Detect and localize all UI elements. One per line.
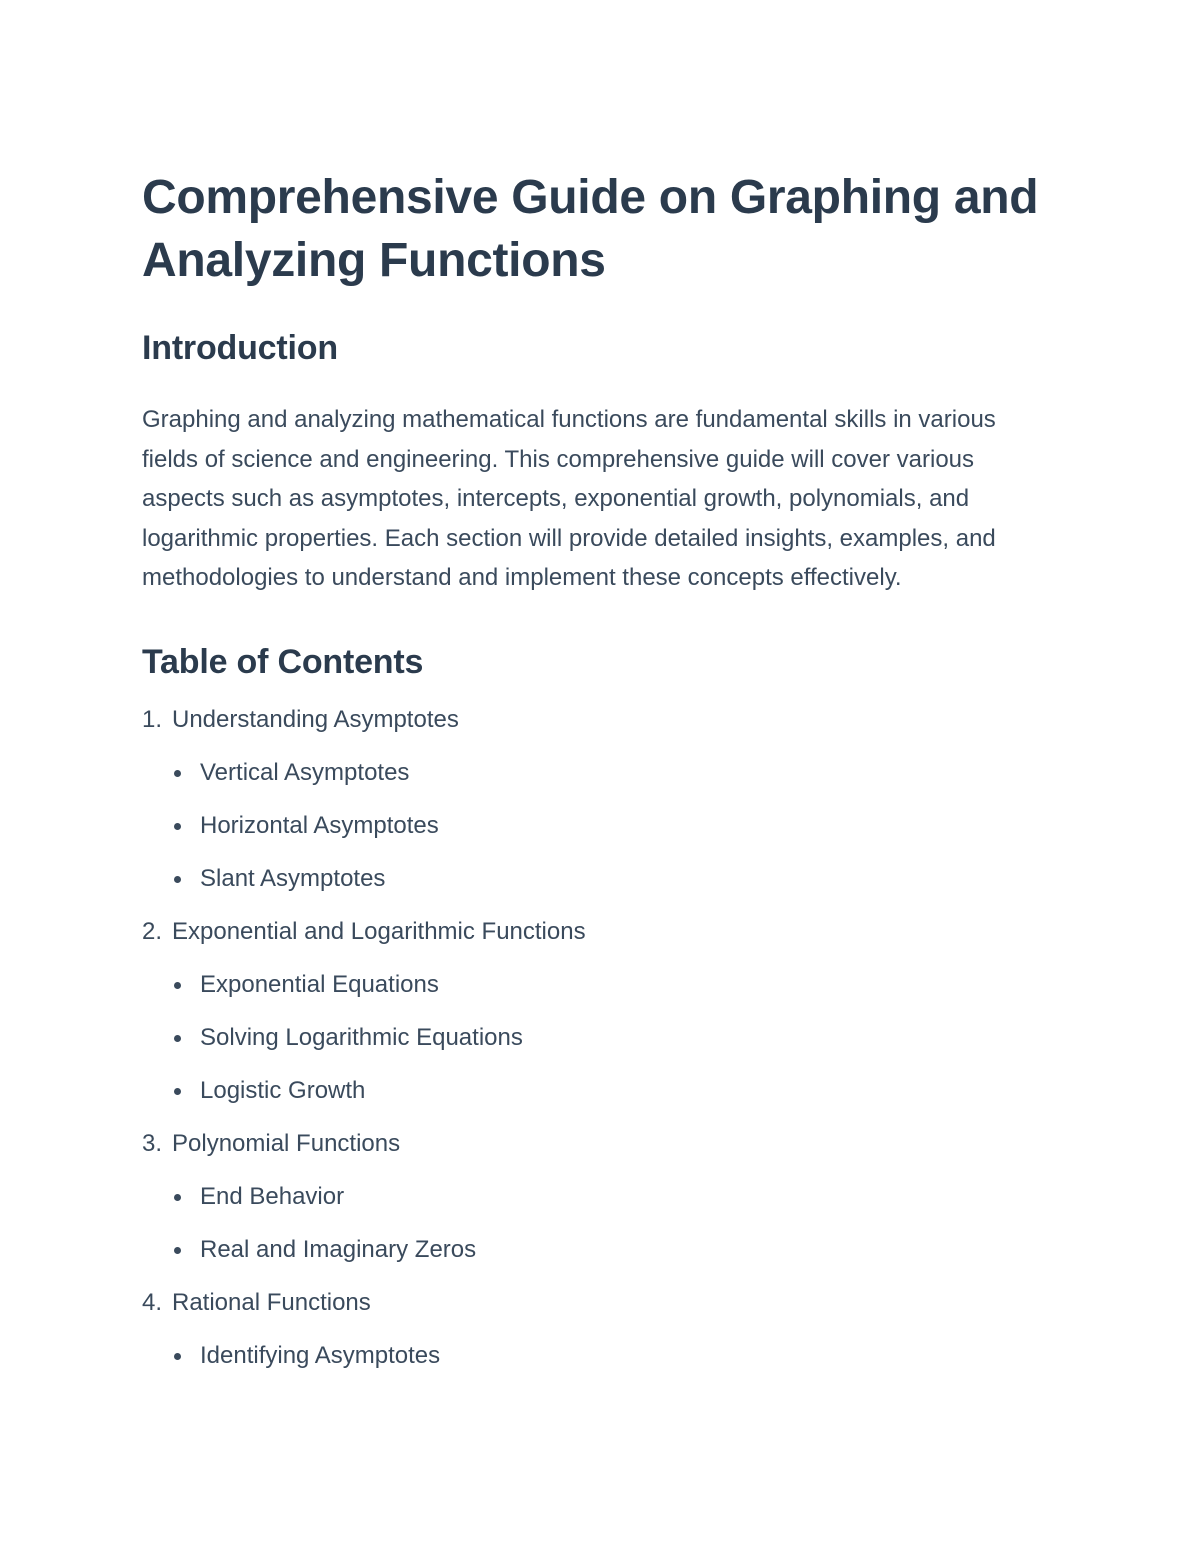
toc-subitem-label: Slant Asymptotes bbox=[200, 864, 386, 892]
bullet-icon bbox=[174, 823, 181, 830]
toc-subitem bbox=[172, 1075, 1058, 1107]
toc-sublist bbox=[142, 1340, 1058, 1372]
toc-item-label: Exponential and Logarithmic Functions bbox=[172, 917, 586, 945]
toc-item-number: 4. bbox=[142, 1288, 163, 1316]
table-of-contents-heading: Table of Contents bbox=[142, 642, 424, 681]
toc-subitem-label: Exponential Equations bbox=[200, 970, 439, 998]
toc-subitem-label: End Behavior bbox=[200, 1182, 345, 1210]
toc-item-label: Rational Functions bbox=[172, 1288, 371, 1316]
bullet-icon bbox=[174, 1194, 181, 1201]
toc-sublist bbox=[142, 757, 1058, 895]
toc-subitem-label: Real and Imaginary Zeros bbox=[200, 1235, 477, 1263]
bullet-icon bbox=[174, 876, 181, 883]
toc-subitem bbox=[172, 1181, 1058, 1213]
toc-subitem bbox=[172, 1022, 1058, 1054]
toc-item bbox=[142, 1128, 1058, 1266]
toc-item bbox=[142, 1287, 1058, 1372]
toc-subitem bbox=[172, 1234, 1058, 1266]
toc-item bbox=[142, 704, 1058, 895]
table-of-contents-list bbox=[142, 704, 1058, 1372]
toc-subitem-label: Solving Logarithmic Equations bbox=[200, 1023, 523, 1051]
bullet-icon bbox=[174, 1247, 181, 1254]
toc-subitem bbox=[172, 969, 1058, 1001]
toc-item-number: 3. bbox=[142, 1129, 163, 1157]
bullet-icon bbox=[174, 1353, 181, 1360]
toc-subitem bbox=[172, 810, 1058, 842]
toc-sublist bbox=[142, 969, 1058, 1107]
toc-subitem bbox=[172, 757, 1058, 789]
toc-sublist bbox=[142, 1181, 1058, 1266]
bullet-icon bbox=[174, 1035, 181, 1042]
document-title: Comprehensive Guide on Graphing and Analyzing Functions bbox=[142, 171, 1039, 287]
toc-item-number: 1. bbox=[142, 705, 163, 733]
toc-subitem-label: Vertical Asymptotes bbox=[200, 758, 410, 786]
toc-subitem-label: Logistic Growth bbox=[200, 1076, 366, 1104]
bullet-icon bbox=[174, 1088, 181, 1095]
toc-subitem bbox=[172, 1340, 1058, 1372]
bullet-icon bbox=[174, 982, 181, 989]
toc-item-label: Understanding Asymptotes bbox=[172, 705, 459, 733]
introduction-paragraph: Graphing and analyzing mathematical functions are fundamental skills in various fields of science and engineering. This comprehensive guide will cover various aspects such as asymptotes, intercepts, exponential growth, polynomials, and logarithmic properties. Each section will provide detailed insights, examples, and methodologies to understand and implement these concepts effectively. bbox=[142, 406, 996, 591]
toc-subitem-label: Horizontal Asymptotes bbox=[200, 811, 439, 839]
toc-item-label: Polynomial Functions bbox=[172, 1129, 401, 1157]
introduction-heading: Introduction bbox=[142, 329, 338, 367]
bullet-icon bbox=[174, 770, 181, 777]
toc-subitem-label: Identifying Asymptotes bbox=[200, 1341, 441, 1369]
toc-item-number: 2. bbox=[142, 917, 163, 945]
toc-item bbox=[142, 916, 1058, 1107]
toc-subitem bbox=[172, 863, 1058, 895]
